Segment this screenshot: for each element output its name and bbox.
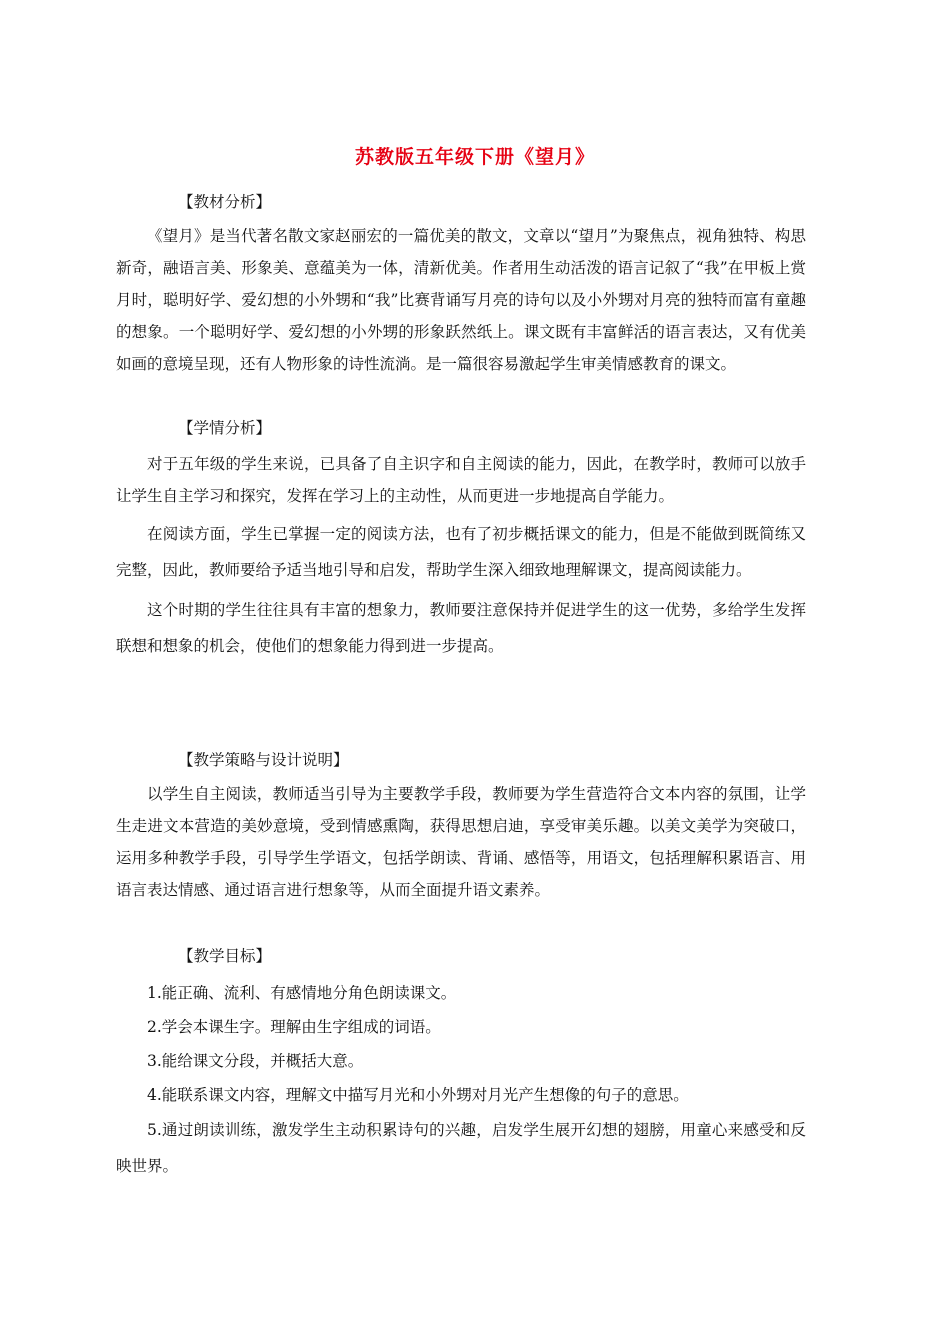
list-item: 1.能正确、流利、有感情地分角色朗读课文。 [147,984,457,1002]
list-item: 4.能联系课文内容，理解文中描写月光和小外甥对月光产生想像的句子的意思。 [147,1086,689,1104]
list-item: 3.能给课文分段，并概括大意。 [147,1052,364,1070]
document-title: 苏教版五年级下册《望月》 [354,146,595,168]
section-heading: 【教学策略与设计说明】 [178,751,349,769]
section-student-analysis [116,412,806,664]
section-textbook-analysis [116,186,806,380]
list-item: 5.通过朗读训练，激发学生主动积累诗句的兴趣，启发学生展开幻想的翅膀，用童心来感受和反映世界。 [116,1121,806,1175]
paragraph: 对于五年级的学生来说，已具备了自主识字和自主阅读的能力，因此，在教学时，教师可以放手让学生自主学习和探究，发挥在学习上的主动性，从而更进一步地提高自学能力。 [116,455,806,505]
section-heading: 【教材分析】 [178,193,272,211]
section-heading: 【教学目标】 [178,947,272,965]
paragraph: 这个时期的学生往往具有丰富的想象力，教师要注意保持并促进学生的这一优势，多给学生发挥联想和想象的机会，使他们的想象能力得到进一步提高。 [116,601,806,655]
paragraph: 在阅读方面，学生已掌握一定的阅读方法，也有了初步概括课文的能力，但是不能做到既简练又完整，因此，教师要给予适当地引导和启发，帮助学生深入细致地理解课文，提高阅读能力。 [116,525,806,579]
section-strategy [116,744,806,906]
paragraph: 以学生自主阅读，教师适当引导为主要教学手段，教师要为学生营造符合文本内容的氛围，让学生走进文本营造的美妙意境，受到情感熏陶，获得思想启迪，享受审美乐趣。以美文美学为突破口，运用多种教学手段，引导学生学语文，包括学朗读、背诵、感悟等，用语文，包括理解积累语言、用语言表达情感、通过语言进行想象等，从而全面提升语文素养。 [116,785,806,899]
section-heading: 【学情分析】 [178,419,272,437]
paragraph: 《望月》是当代著名散文家赵丽宏的一篇优美的散文，文章以“望月”为聚焦点，视角独特、构思新奇，融语言美、形象美、意蕴美为一体，清新优美。作者用生动活泼的语言记叙了“我”在甲板上赏月时，聪明好学、爱幻想的小外甥和“我”比赛背诵写月亮的诗句以及小外甥对月亮的独特而富有童趣的想象。一个聪明好学、爱幻想的小外甥的形象跃然纸上。课文既有丰富鲜活的语言表达，又有优美如画的意境呈现，还有人物形象的诗性流淌。是一篇很容易激起学生审美情感教育的课文。 [116,227,806,373]
section-objectives [116,940,806,1184]
list-item: 2.学会本课生字。理解由生字组成的词语。 [147,1018,441,1036]
